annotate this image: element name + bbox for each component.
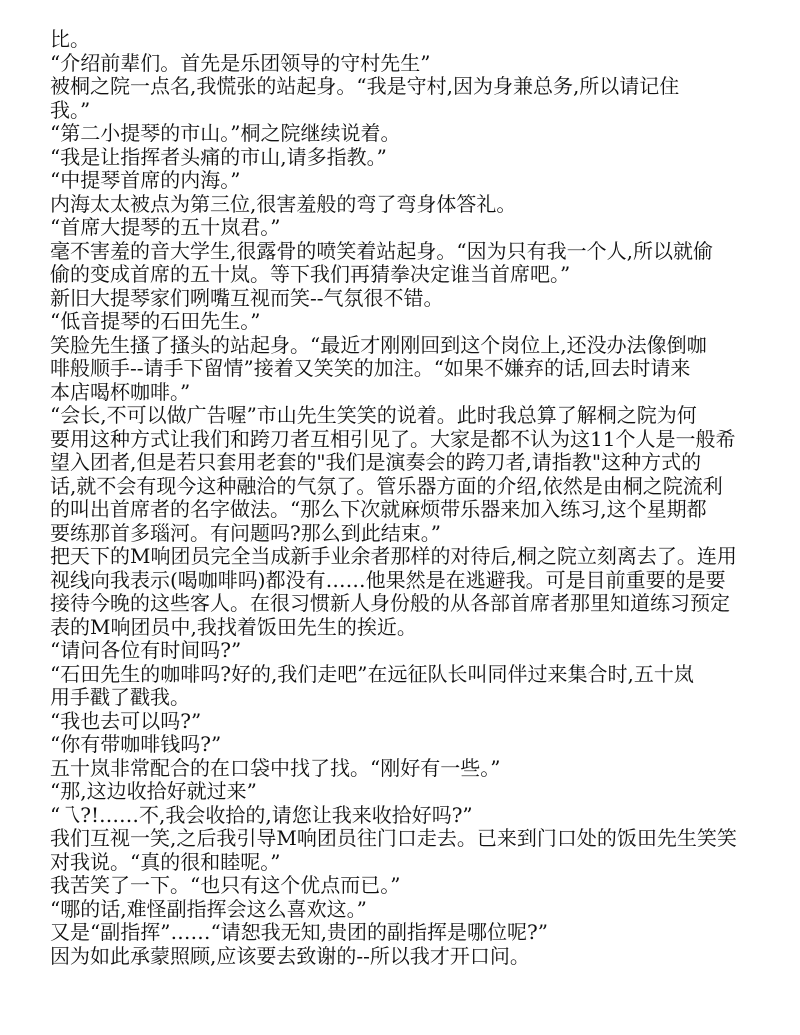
text-line: 毫不害羞的音大学生,很露骨的喷笑着站起身。“因为只有我一个人,所以就偷 [50,239,713,263]
text-line: “会长,不可以做广告喔”市山先生笑笑的说着。此时我总算了解桐之院为何 [50,404,697,427]
text-line: 因为如此承蒙照顾,应该要去致谢的--所以我才开口问。 [50,944,530,968]
text-line: “石田先生的咖啡吗?好的,我们走吧”在远征队长叫同伴过来集合时,五十岚 [50,662,694,686]
text-line: 要用这种方式让我们和跨刀者互相引见了。大家是都不认为这11个人是一般希 [50,427,736,451]
text-line: 内海太太被点为第三位,很害羞般的弯了弯身体答礼。 [50,192,517,216]
text-line: 把天下的M响团员完全当成新手业余者那样的对待后,桐之院立刻离去了。连用 [50,545,737,568]
text-line: 望入团者,但是若只套用老套的"我们是演奏会的跨刀者,请指教"这种方式的 [50,451,702,474]
text-line: 笑脸先生搔了搔头的站起身。“最近才刚刚回到这个岗位上,还没办法像倒咖 [50,333,707,357]
text-line: “请问各位有时间吗?” [50,639,242,662]
text-line: “哪的话,难怪副指挥会这么喜欢这。” [50,897,367,921]
text-line: 接待今晚的这些客人。在很习惯新人身份般的从各部首席者那里知道练习预定 [50,592,730,615]
text-line: “我是让指挥者头痛的市山,请多指教。” [50,145,387,169]
text-line: 我苦笑了一下。“也只有这个优点而已。” [50,874,401,897]
text-line: 视线向我表示(喝咖啡吗)都没有……他果然是在逃避我。可是目前重要的是要 [50,568,726,592]
text-line: 偷的变成首席的五十岚。等下我们再猜拳决定谁当首席吧。” [50,263,571,286]
text-line: 要练那首多瑙河。有问题吗?那么到此结束。” [50,521,441,545]
text-line: 对我说。“真的很和睦呢。” [50,850,281,874]
text-line: 啡般顺手--请手下留情”接着又笑笑的加注。“如果不嫌弃的话,回去时请来 [50,357,691,380]
text-line: 比。 [50,28,90,51]
text-line: “介绍前辈们。首先是乐团领导的守村先生” [50,51,431,75]
text-line: 话,就不会有现今这种融洽的气氛了。管乐器方面的介绍,依然是由桐之院流利 [50,474,723,498]
text-line: “乁?!……不,我会收拾的,请您让我来收拾好吗?” [50,803,473,827]
text-line: “我也去可以吗?” [50,709,202,733]
document-body [50,28,780,968]
text-line: 表的M响团员中,我找着饭田先生的挨近。 [50,615,417,639]
text-line: 本店喝杯咖啡。” [50,380,191,404]
text-line: “中提琴首席的内海。” [50,169,241,192]
text-line: 用手戳了戳我。 [50,686,190,709]
text-line: 五十岚非常配合的在口袋中找了找。“刚好有一些。” [50,756,501,780]
text-line: “你有带咖啡钱吗?” [50,733,222,756]
text-line: “低音提琴的石田先生。” [50,310,261,333]
text-line: 被桐之院一点名,我慌张的站起身。“我是守村,因为身兼总务,所以请记住 [50,75,680,98]
text-line: “第二小提琴的市山。”桐之院继续说着。 [50,122,401,145]
text-line: 我。” [50,98,91,122]
text-line: 我们互视一笑,之后我引导M响团员往门口走去。已来到门口处的饭田先生笑笑 [50,827,737,850]
text-line: “那,这边收拾好就过来” [50,780,257,803]
text-line: 又是“副指挥”……“请恕我无知,贵团的副指挥是哪位呢?” [50,921,548,944]
text-line: “首席大提琴的五十岚君。” [50,216,281,239]
text-line: 新旧大提琴家们咧嘴互视而笑--气氛很不错。 [50,286,444,310]
text-line: 的叫出首席者的名字做法。“那么下次就麻烦带乐器来加入练习,这个星期都 [50,498,707,521]
